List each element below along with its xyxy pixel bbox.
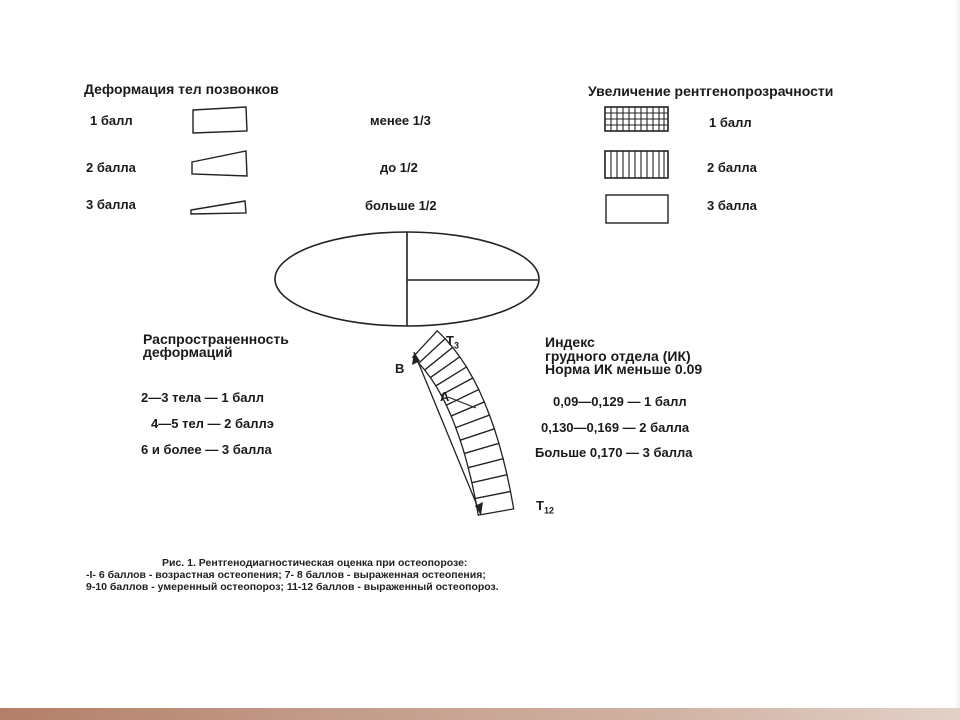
- caption-line1: Рис. 1. Рентгенодиагностическая оценка при остеопорозе:: [162, 557, 468, 569]
- index-item-3: Больше 0,170 — 3 балла: [535, 445, 693, 460]
- thoracic-spine-drawing: [412, 331, 514, 515]
- slide-bottom-bar: [0, 708, 960, 720]
- vertebra-shape-3: [191, 201, 246, 214]
- radiolucency-block-3: [606, 195, 668, 223]
- index-item-1: 0,09—0,129 — 1 балл: [553, 394, 687, 409]
- spine-label-b: B: [395, 361, 405, 376]
- deformation-degree-3: больше 1/2: [365, 198, 437, 213]
- deformation-title: Деформация тел позвонков: [84, 81, 279, 97]
- prevalence-title-line2: деформаций: [143, 344, 233, 360]
- deformation-degree-2: до 1/2: [380, 160, 418, 175]
- radiolucency-block-2: [605, 151, 668, 178]
- radiolucency-block-1: [605, 107, 668, 131]
- vertebra-shape-2: [192, 151, 247, 176]
- vertebra-shape-1: [193, 107, 247, 133]
- prevalence-item-2: 4—5 тел — 2 баллэ: [151, 416, 274, 431]
- deformation-score-3: 3 балла: [86, 197, 136, 212]
- deformation-score-1: 1 балл: [90, 113, 133, 128]
- caption-line3: 9-10 баллов - умеренный остеопороз; 11-12 баллов - выраженный остеопороз.: [86, 581, 499, 593]
- deformation-score-2: 2 балла: [86, 160, 136, 175]
- caption-line2: -I- 6 баллов - возрастная остеопения; 7- 8 баллов - выраженная остеопения;: [86, 569, 486, 581]
- index-item-2: 0,130—0,169 — 2 балла: [541, 420, 690, 435]
- spine-label-t3: $T_3$: [446, 333, 459, 351]
- deformation-degree-1: менее 1/3: [370, 113, 431, 128]
- index-title-line2: грудного отдела (ИК): [545, 348, 691, 364]
- prevalence-title-line1: Распространенность: [143, 331, 289, 347]
- spine-label-t12: $T_{12}$: [536, 498, 554, 516]
- radiolucency-score-3: 3 балла: [707, 198, 757, 213]
- slide-right-edge: [954, 0, 960, 708]
- spine-label-a: A: [440, 389, 450, 404]
- radiolucency-score-1: 1 балл: [709, 115, 752, 130]
- index-title-line1: Индекс: [545, 334, 595, 350]
- prevalence-item-1: 2—3 тела — 1 балл: [141, 390, 264, 405]
- radiolucency-score-2: 2 балла: [707, 160, 757, 175]
- radiolucency-title: Увеличение рентгенопрозрачности: [588, 83, 834, 99]
- prevalence-item-3: 6 и более — 3 балла: [141, 442, 272, 457]
- index-title-line3: Норма ИК меньше 0.09: [545, 361, 703, 377]
- vertebral-scheme-ellipse: [275, 232, 539, 326]
